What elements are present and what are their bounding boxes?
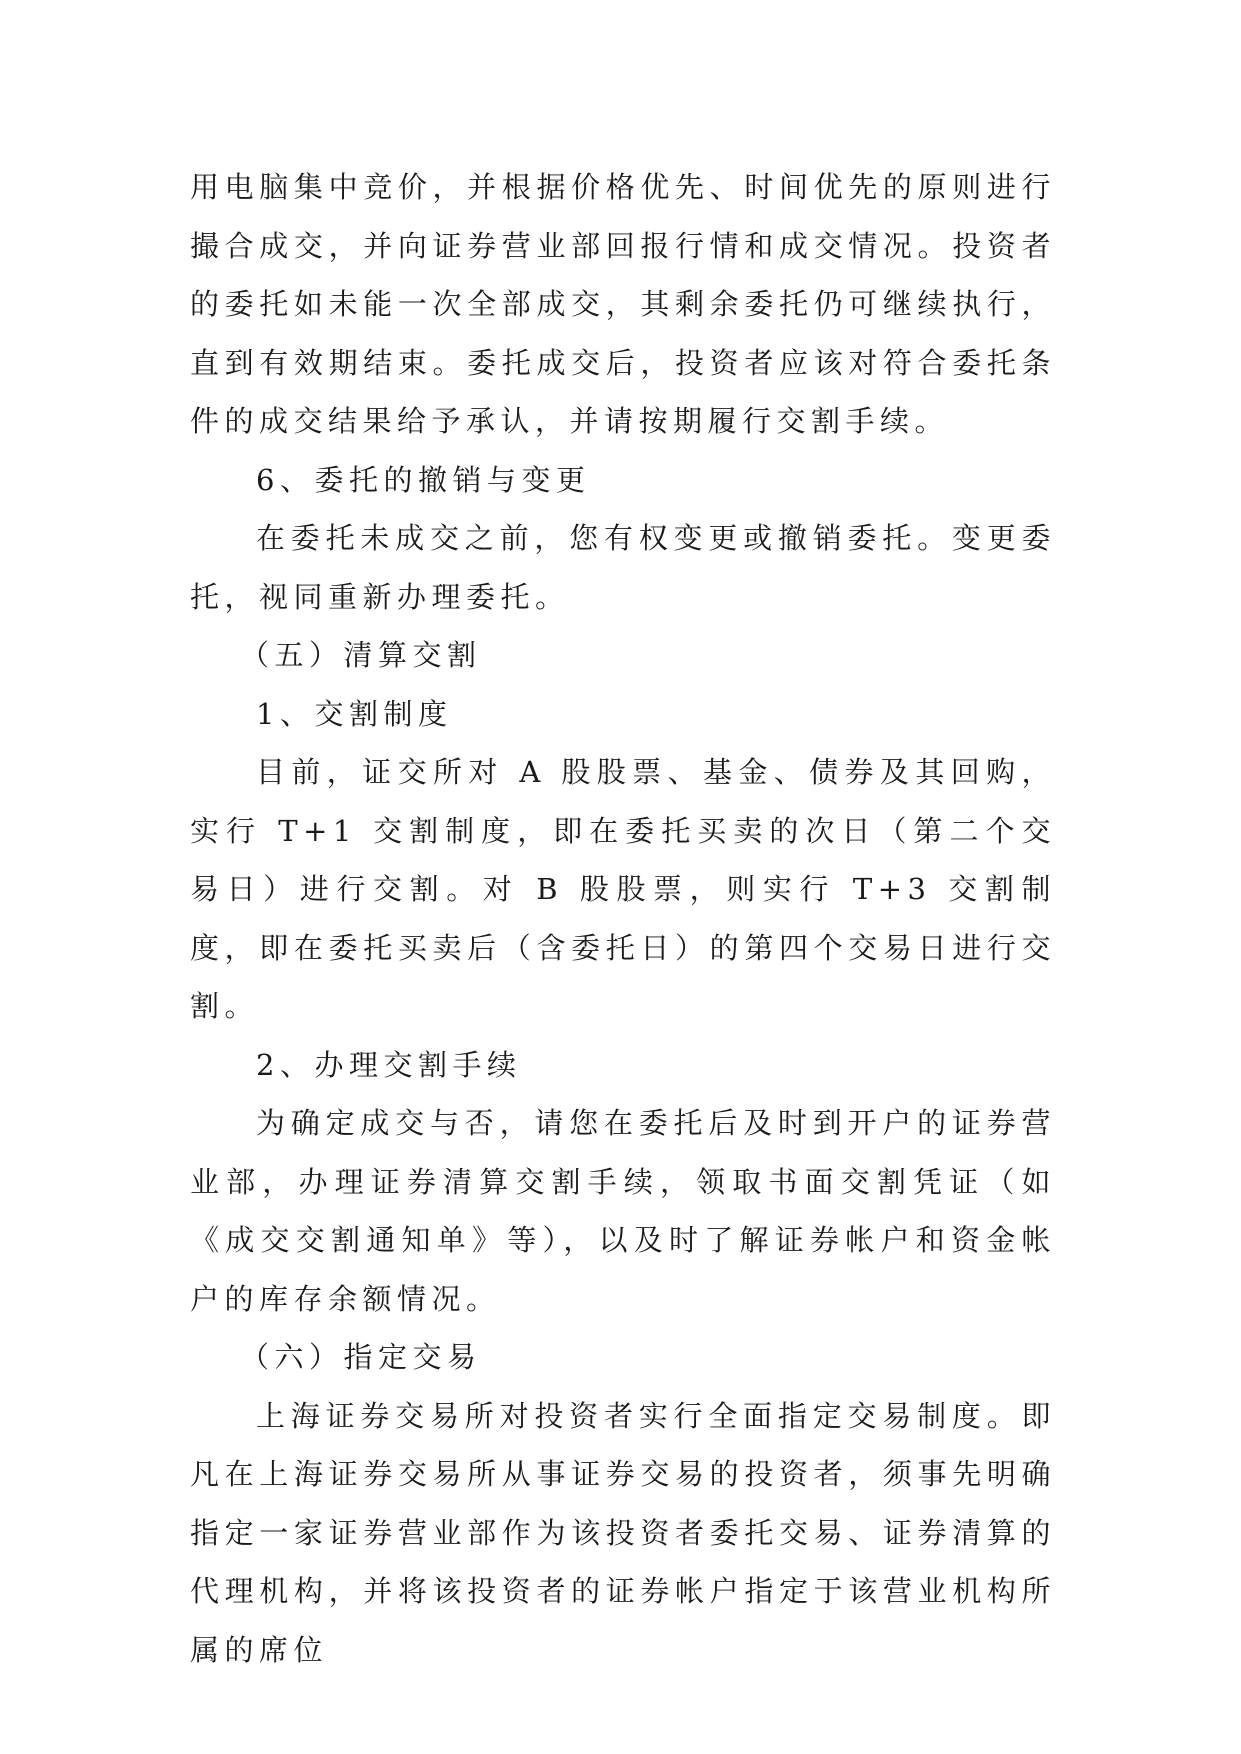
body-paragraph: 在委托未成交之前，您有权变更或撤销委托。变更委托，视同重新办理委托。 (190, 521, 1056, 614)
subsection-heading: 2、办理交割手续 (256, 1047, 522, 1082)
body-paragraph: 为确定成交与否，请您在委托后及时到开户的证券营业部，办理证券清算交割手续，领取书面交割凭证（如《成交交割通知单》等），以及时了解证券帐户和资金帐户的库存余额情况。 (190, 1106, 1056, 1316)
section-heading: （六）指定交易 (240, 1340, 482, 1374)
subsection-heading: 1、交割制度 (256, 696, 453, 731)
section-heading: （五）清算交割 (240, 638, 482, 672)
body-paragraph: 用电脑集中竞价，并根据价格优先、时间优先的原则进行撮合成交，并向证券营业部回报行情和成交情况。投资者的委托如未能一次全部成交，其剩余委托仍可继续执行，直到有效期结束。委托成交后，投资者应该对符合委托条件的成交结果给予承认，并请按期履行交割手续。 (190, 170, 1056, 438)
body-paragraph: 目前，证交所对 A 股股票、基金、债券及其回购，实行 T+1 交割制度，即在委托买卖的次日（第二个交易日）进行交割。对 B 股股票，则实行 T+3 交割制度，即在委托买卖后（含委托日）的第四个交易日进行交割。 (190, 755, 1056, 1023)
subsection-heading: 6、委托的撤销与变更 (256, 462, 591, 497)
document-body (190, 158, 1056, 1679)
body-paragraph: 上海证券交易所对投资者实行全面指定交易制度。即凡在上海证券交易所从事证券交易的投资者，须事先明确指定一家证券营业部作为该投资者委托交易、证券清算的代理机构，并将该投资者的证券帐户指定于该营业机构所属的席位 (190, 1398, 1056, 1667)
